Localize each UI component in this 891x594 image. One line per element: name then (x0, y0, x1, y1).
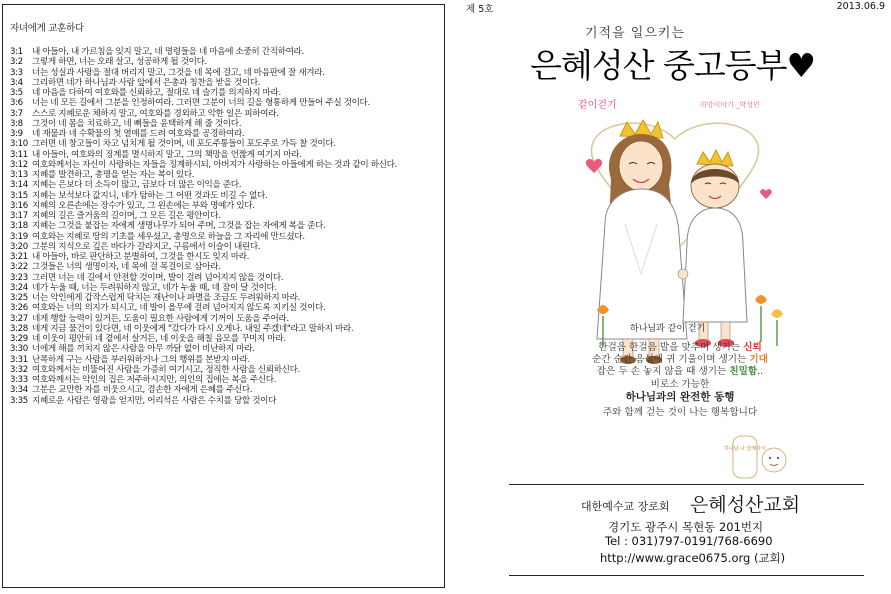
church-address: 경기도 광주시 목현동 201번지 (608, 520, 764, 534)
verse-item (10, 160, 442, 170)
verse-number: 3:13 (10, 170, 28, 180)
section-title: 자녀에게 교훈하다 (10, 23, 84, 34)
verse-text: 지혜는 보석보다 값지니, 네가 탐하는 그 어떤 것과도 비길 수 없다. (32, 190, 268, 201)
verse-item (10, 303, 442, 313)
verse-number: 3:11 (10, 149, 28, 160)
verse-text: 그러면 네 창고들이 차고 넘치게 될 것이며, 네 포도주통들이 포도주로 가득 찰 것이다. (32, 139, 336, 150)
verse-text: 지혜는 은보다 더 소득이 많고, 금보다 더 많은 이익을 준다. (32, 180, 242, 191)
verse-item (10, 252, 442, 262)
verse-number: 3:34 (10, 385, 28, 396)
verse-text: 지혜를 발견하고, 총명을 얻는 자는 복이 있다. (32, 170, 195, 180)
verse-number: 3:12 (10, 159, 28, 170)
verse-number: 3:14 (10, 180, 28, 191)
verse-number: 3:17 (10, 211, 28, 221)
verse-text: 그리하면 네가 하나님과 사람 앞에서 은총과 칭찬을 받을 것이다. (32, 77, 261, 88)
verse-number: 3:9 (10, 129, 23, 139)
verse-number: 3:4 (10, 77, 23, 88)
verse-item (10, 273, 442, 283)
verse-item (10, 170, 442, 180)
issue-number: 제 5호 (466, 4, 494, 15)
verse-text: 너는 성실과 사랑을 절대 버리지 말고, 그것을 네 목에 걸고, 네 마음판에 잘 새겨라. (32, 67, 325, 78)
verse-item (10, 150, 442, 160)
verse-number: 3:6 (10, 98, 23, 109)
verse-item (10, 396, 442, 406)
divider (509, 575, 864, 576)
pink-heart-icon (760, 189, 772, 199)
verse-item (10, 109, 442, 119)
verse-number: 3:15 (10, 190, 28, 201)
verse-number: 3:2 (10, 57, 23, 68)
verse-item (10, 221, 442, 231)
verse-text: 네 재물과 네 수확물의 첫 열매를 드려 여호와를 공경하여라. (32, 129, 245, 139)
verse-item (10, 119, 442, 129)
verse-text: 여호와는 지혜로 땅의 기초를 세우셨고, 총명으로 하늘을 그 자리에 만드셨다. (32, 231, 305, 242)
verse-number: 3:25 (10, 293, 28, 303)
verse-text: 지혜로운 사람은 영광을 얻지만, 어리석은 사람은 수치를 당할 것이다 (32, 395, 277, 406)
heart-icon: ♥ (786, 46, 816, 85)
verse-text: 그러면 너는 네 길에서 안전할 것이며, 발이 걸려 넘어지지 않을 것이다. (32, 272, 284, 283)
verse-item (10, 375, 442, 385)
verse-item (10, 47, 442, 57)
child-figure (683, 150, 747, 347)
credit-label: 희망이야기 _박성민 (700, 101, 760, 109)
verse-text: 스스로 지혜로운 체하지 말고, 여호와를 경외하고 악한 일은 피하여라. (32, 108, 279, 119)
verse-number: 3:5 (10, 88, 23, 98)
together-label: 같이걷기 (578, 100, 617, 111)
verse-item (10, 314, 442, 324)
verse-item (10, 98, 442, 108)
verse-item (10, 283, 442, 293)
verse-item (10, 78, 442, 88)
verse-text: 네게 행할 능력이 있거든, 도움이 필요한 사람에게 기꺼이 도움을 주어라. (32, 313, 289, 324)
holding-hands (678, 269, 688, 279)
verse-item (10, 129, 442, 139)
verse-text: 지혜는 그것을 붙잡는 자에게 생명나무가 되어 주며, 그것을 잡는 자에게 복을 준다. (32, 221, 326, 232)
verse-number: 3:23 (10, 272, 28, 283)
verse-item (10, 334, 442, 344)
verse-item (10, 365, 442, 375)
verse-text: 너는 악인에게 갑작스럽게 닥치는 재난이나 파멸을 조금도 두려워하지 마라. (32, 293, 300, 303)
verse-number: 3:29 (10, 334, 28, 344)
verse-text: 지혜의 길은 즐거움의 길이며, 그 모든 길은 평안이다. (32, 211, 221, 221)
verse-number: 3:3 (10, 67, 23, 78)
verse-item (10, 355, 442, 365)
verse-text: 여호와께서는 악인의 집은 저주하시지만, 의인의 집에는 복을 주신다. (32, 375, 277, 385)
verse-text: 내 아들아, 바로 판단하고 분별하여, 그것을 한시도 잊지 마라. (32, 252, 250, 262)
verse-number: 3:22 (10, 262, 28, 273)
verse-number: 3:21 (10, 252, 28, 262)
verse-number: 3:33 (10, 375, 28, 385)
verse-number: 3:35 (10, 395, 28, 406)
poem-line-5: 하나님과의 완전한 동행 (625, 390, 735, 403)
verse-number: 3:20 (10, 241, 28, 252)
verse-text: 그것이 네 몸을 치료하고, 네 뼈들을 윤택하게 해 줄 것이다. (32, 118, 242, 129)
verse-item (10, 191, 442, 201)
verse-item (10, 344, 442, 354)
verse-number: 3:8 (10, 118, 23, 129)
verse-number: 3:1 (10, 47, 23, 57)
scripture-panel (2, 4, 445, 588)
verse-text: 내 아들아, 여호와의 징계를 멸시하지 말고, 그의 책망을 언짢게 여기지 마라. (32, 149, 302, 160)
verse-number: 3:24 (10, 282, 28, 293)
verse-item (10, 57, 442, 67)
svg-text:하나님 나 함께라서: 하나님 나 함께라서 (724, 446, 766, 452)
verse-text: 그것들은 너의 생명이자, 네 목에 걸 목걸이로 삼아라. (32, 262, 221, 273)
verse-item (10, 88, 442, 98)
issue-date: 2013.06.9 (836, 1, 885, 12)
verse-item (10, 139, 442, 149)
verse-item (10, 68, 442, 78)
newsletter-subtitle: 기적을 일으키는 (585, 26, 686, 41)
verse-list (10, 47, 442, 406)
poem-block (565, 342, 795, 419)
verse-number: 3:19 (10, 231, 28, 242)
verse-number: 3:30 (10, 344, 28, 355)
title-text: 은혜성산 중고등부 (530, 46, 787, 85)
verse-text: 너는 네 모든 길에서 그분을 인정하여라. 그러면 그분이 너의 길을 형통하게 만들어 주실 것이다. (32, 98, 370, 109)
verse-item (10, 324, 442, 334)
verse-item (10, 293, 442, 303)
verse-item (10, 201, 442, 211)
verse-number: 3:31 (10, 354, 28, 365)
church-website[interactable]: http://www.grace0675.org (교회) (600, 551, 786, 565)
verse-number: 3:10 (10, 139, 28, 150)
verse-number: 3:26 (10, 303, 28, 314)
newsletter-title (530, 40, 815, 87)
verse-item (10, 211, 442, 221)
verse-text: 그분은 교만한 자를 비웃으시고, 겸손한 자에게 은혜를 주신다. (32, 385, 253, 396)
badge-doodle (724, 436, 786, 478)
verse-text: 그분의 지식으로 깊은 바다가 갈라지고, 구름에서 이슬이 내린다. (32, 241, 261, 252)
church-phone: Tel : 031)797-0191/768-6690 (605, 534, 773, 548)
verse-text: 네 마음을 다하여 여호와를 신뢰하고, 절대로 네 슬기를 의지하지 마라. (32, 88, 281, 98)
verse-number: 3:32 (10, 364, 28, 375)
verse-text: 여호와께서는 비뚤어진 사람을 가증히 여기시고, 정직한 사람을 신뢰하신다. (32, 364, 300, 375)
verse-number: 3:18 (10, 221, 28, 232)
verse-text: 내 아들아, 내 가르침을 잊지 말고, 네 명령들을 네 마음에 소중히 간직하여라. (32, 47, 304, 57)
verse-text: 여호와는 너의 의지가 되시고, 네 발이 올무에 걸려 넘어지지 않도록 지키실 것이다. (32, 303, 326, 314)
verse-text: 그렇게 하면, 너는 오래 살고, 성공하게 될 것이다. (32, 57, 207, 68)
poem-line-2: 순간 순간 음성에 귀 기울이며 생기는 기대 (592, 354, 768, 366)
verse-item (10, 385, 442, 395)
verse-item (10, 242, 442, 252)
verse-number: 3:16 (10, 200, 28, 211)
church-name: 은혜성산교회 (690, 494, 801, 516)
verse-text: 지혜의 오른손에는 장수가 있고, 그 왼손에는 부와 명예가 있다. (32, 200, 255, 211)
verse-text: 여호와께서는 자신이 사랑하는 자들을 징계하시되, 아버지가 사랑하는 아들에게 하는 것과 같이 하신다. (32, 159, 397, 170)
verse-number: 3:27 (10, 313, 28, 324)
denomination: 대한예수교 장로회 (581, 500, 670, 513)
verse-item (10, 232, 442, 242)
verse-text: 네가 누울 때, 너는 두려워하지 않고, 네가 누울 때, 네 잠이 달 것이다. (32, 282, 277, 293)
couple-walking-illustration (565, 84, 795, 489)
verse-text: 난폭하게 구는 사람을 부러워하거나 그의 행위를 본받지 마라. (32, 354, 250, 365)
poem-line-1: 한걸음 한걸음 발을 맞추며 생기는 신뢰 (598, 342, 762, 353)
poem-line-6: 주와 함께 걷는 것이 나는 행복합니다 (602, 407, 758, 419)
verse-text: 너에게 해를 끼치지 않은 사람을 아무 까닭 없이 비난하지 마라. (32, 344, 255, 355)
poem-line-4: 비로소 가능한 (650, 378, 710, 390)
verse-number: 3:28 (10, 323, 28, 334)
divider (509, 484, 864, 485)
verse-item (10, 262, 442, 272)
verse-item (10, 180, 442, 190)
walk-label: 하나님과 같이 걷기 (630, 324, 706, 334)
poem-line-3: 잡은 두 손 놓지 않을 때 생기는 친밀함.. (596, 366, 764, 378)
verse-number: 3:7 (10, 108, 23, 119)
verse-text: 네게 지금 물건이 있다면, 네 이웃에게 "갔다가 다시 오게나. 내일 주겠네"라고 말하지 마라. (32, 323, 354, 334)
verse-text: 네 이웃이 평안히 네 곁에서 살거든, 네 이웃을 해칠 음모를 꾸미지 마라. (32, 334, 286, 344)
